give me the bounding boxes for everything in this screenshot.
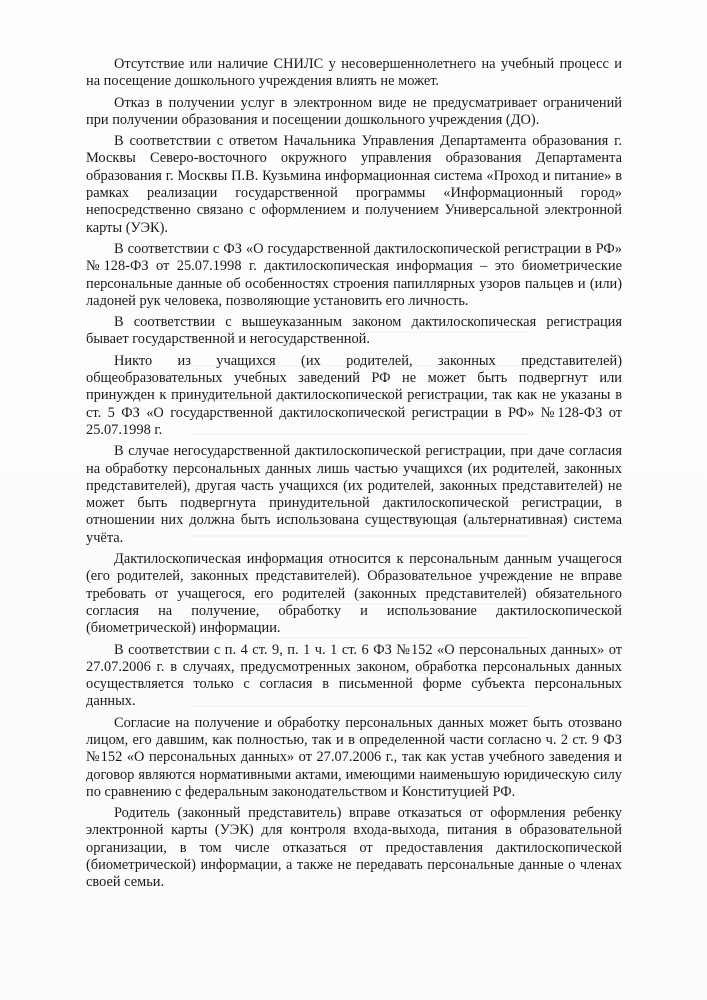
paragraph-consent-withdrawal: Согласие на получение и обработку персональных данных может быть отозвано лицом, его давшим, как полностью, так и в определенной части согласно ч. 2 ст. 9 ФЗ №152 «О персональных данных» от 27.07.2006 г., так как устав учебного заведения и договор являются нормативными актами, имеющими наименьшую юридическую силу по сравнению с федеральным законодательством и Конституцией РФ. bbox=[86, 714, 622, 800]
document-body bbox=[86, 56, 622, 892]
paragraph-fingerprint-definition: В соответствии с ФЗ «О государственной дактилоскопической регистрации в РФ» №128-ФЗ от 25.07.1998 г. дактилоскопическая информация – это биометрические персональные данные об особенностях строения папиллярных узоров пальцев и (или) ладоней рук человека, позволяющие установить его личность. bbox=[86, 240, 622, 309]
paragraph-no-compulsion: Никто из учащихся (их родителей, законных представителей) общеобразовательных учебных заведений РФ не может быть подвергнут или принужден к принудительной дактилоскопической регистрации, так как не указаны в ст. 5 ФЗ «О государственной дактилоскопической регистрации в РФ» №128-ФЗ от 25.07.1998 г. bbox=[86, 352, 622, 438]
paragraph-electronic-services: Отказ в получении услуг в электронном виде не предусматривает ограничений при получении образования и посещении дошкольного учреждения (ДО). bbox=[86, 94, 622, 128]
paragraph-written-consent: В соответствии с п. 4 ст. 9, п. 1 ч. 1 ст. 6 ФЗ №152 «О персональных данных» от 27.07.2006 г. в случаях, предусмотренных законом, обработка персональных данных осуществляется только с согласия в письменной форме субъекта персональных данных. bbox=[86, 641, 622, 710]
paragraph-snils: Отсутствие или наличие СНИЛС у несовершеннолетнего на учебный процесс и на посещение дошкольного учреждения влиять не может. bbox=[86, 56, 622, 90]
paragraph-parent-refusal: Родитель (законный представитель) вправе отказаться от оформления ребенку электронной карты (УЭК) для контроля входа-выхода, питания в образовательной организации, в том числе отказаться от предоставления дактилоскопической (биометрической) информации, а также не передавать персональные данные о членах своей семьи. bbox=[86, 805, 622, 891]
paragraph-personal-data: Дактилоскопическая информация относится к персональным данным учащегося (его родителей, законных представителей). Образовательное учреждение не вправе требовать от учащегося, его родителей (законных представителей) обязательного согласия на получение, обработку и использование дактилоскопической (биометрической) информации. bbox=[86, 551, 622, 637]
paragraph-registration-types: В соответствии с вышеуказанным законом дактилоскопическая регистрация бывает государственной и негосударственной. bbox=[86, 314, 622, 348]
paragraph-non-state-registration: В случае негосударственной дактилоскопической регистрации, при даче согласия на обработку персональных данных лишь частью учащихся (их родителей, законных представителей), другая часть учащихся (их родителей, законных представителей) не может быть подвергнута принудительной дактилоскопической регистрации, в отношении них должна быть использована существующая (альтернативная) система учёта. bbox=[86, 443, 622, 546]
paragraph-uek-card: В соответствии с ответом Начальника Управления Департамента образования г. Москвы Северо-восточного окружного управления образования Департамента образования г. Москвы П.В. Кузьмина информационная система «Проход и питание» в рамках реализации государственной программы «Информационный город» непосредственно связано с оформлением и получением Универсальной электронной карты (УЭК). bbox=[86, 133, 622, 236]
